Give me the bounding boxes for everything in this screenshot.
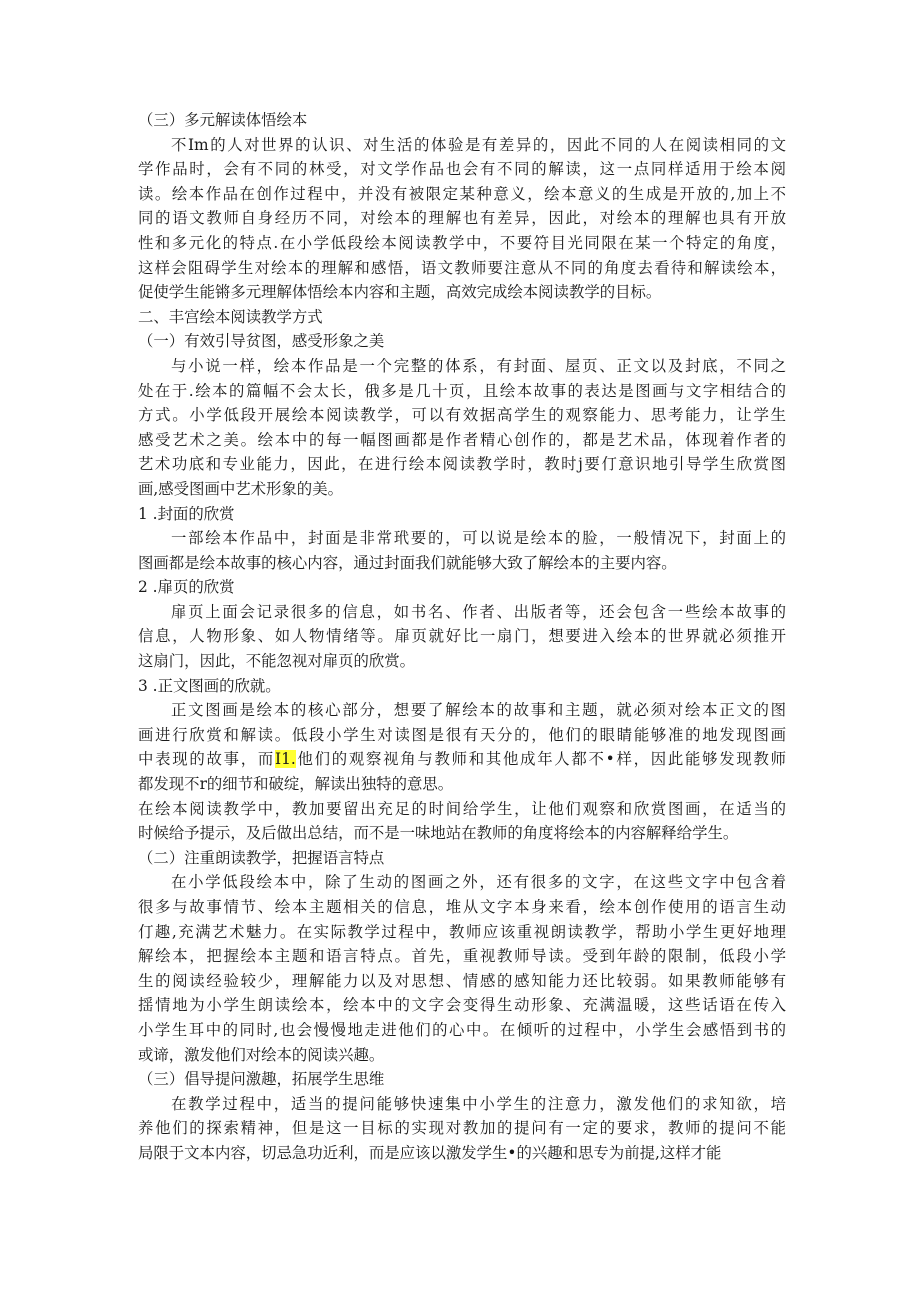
section-heading (138, 108, 786, 133)
paragraph (138, 797, 786, 846)
heading-text: 2 .扉页的欣赏 (138, 578, 235, 597)
paragraph-line: 读。绘本作品在创作过程中，并没有被限定某种意义，绘本意义的生成是开放的,加上不 (138, 184, 786, 203)
paragraph-line: 画,感受图画中艺术形象的美。 (138, 479, 343, 498)
paragraph-line: 养他们的探索精神，但是这一目标的实现对教加的提问有一定的要求，教师的提问不能 (138, 1119, 786, 1138)
paragraph-line: 一部绘本作品中，封面是非常玳要的，可以说是绘本的脸，一般情况下，封面上的 (171, 529, 786, 548)
paragraph-line: 正文图画是绘本的核心部分，想要了解绘本的故事和主题，就必须对绘本正文的图 (171, 701, 786, 720)
paragraph-line: 扉页上面会记录很多的信息，如书名、作者、出版者等，还会包含一些绘本故事的 (171, 602, 786, 621)
section-heading (138, 329, 786, 354)
paragraph-line: 处在于.绘本的篇幅不会太长，俄多是几十页，且绘本故事的表达是图画与文字相结合的 (138, 381, 786, 400)
paragraph-line: 仃趣,充满艺术魅力。在实际教学过程中，教师应该重视朗读教学，帮助小学生更好地理 (138, 922, 786, 941)
heading-text: （三）倡导提问激趣，拓展学生思维 (138, 1070, 385, 1089)
paragraph-line: 在绘本阅读教学中，教加要留出充足的时间给学生，让他们观察和欣赏图画，在适当的 (138, 799, 786, 818)
paragraph (138, 698, 786, 796)
heading-text: （一）有效引导贫图，感受形象之美 (138, 332, 385, 351)
paragraph-line: 小学生耳中的同时,也会慢慢地走进他们的心中。在倾听的过程中，小学生会感悟到书的 (138, 1020, 786, 1039)
paragraph-line: 解绘本，把握绘本主题和语言特点。首先，重视教师导读。受到年龄的限制，低段小学 (138, 947, 786, 966)
paragraph-line: 这样会阻碍学生对绘本的理解和感悟，语文教师要注意从不同的角度去看待和解读绘本， (138, 258, 786, 277)
paragraph (138, 133, 786, 305)
section-heading (138, 674, 786, 699)
heading-text: 3 .正文图画的欣就。 (138, 676, 281, 695)
paragraph-line: 艺术功底和专业能力，因此，在进行绘本阅读教学时，教时j要仃意识地引导学生欣赏图 (138, 455, 786, 474)
paragraph-line: 或谛，激发他们对绘本的阅读兴趣。 (138, 1045, 385, 1064)
paragraph-line: 方式。小学低段开展绘本阅读教学，可以有效据高学生的观察能力、思考能力，让学生 (138, 406, 786, 425)
section-heading (138, 575, 786, 600)
paragraph-line: 同的语文教师自身经历不同，对绘本的理解也有差异，因此，对绘本的理解也具有开放 (138, 209, 786, 228)
paragraph-line: 促使学生能锵多元理解体悟绘本内容和主题，高效完成绘本阅读教学的目标。 (138, 283, 662, 302)
section-heading (138, 1067, 786, 1092)
paragraph-line: 不Im的人对世界的认识、对生活的体验是有差异的，因此不同的人在阅读相同的文 (171, 135, 786, 154)
heading-text: （二）注重朗读教学，把握语言特点 (138, 848, 385, 867)
paragraph-line: 很多与故事情节、绘本主题相关的信息，堆从文字本身来看，绘本创作使用的语言生动 (138, 898, 786, 916)
highlighted-text: I1. (274, 750, 296, 769)
paragraph-line: 生的阅读经验较少，理解能力以及对思想、情感的感知能力还比较弱。如果教师能够有 (138, 971, 786, 990)
paragraph-line: 学作品时，会有不同的林受，对文学作品也会有不同的解读，这一点同样适用于绘本阅 (138, 160, 786, 179)
paragraph (138, 1092, 786, 1166)
paragraph-line: 时候给予提示，及后做出总结，而不是一味地站在教师的角度将绘本的内容解释给学生。 (138, 824, 739, 843)
paragraph-line: 揺情地为小学生朗读绘本，绘本中的文字会变得生动形象、充满温暖，这些话语在传入 (138, 996, 786, 1015)
heading-text: 1 .封面的欣赏 (138, 504, 235, 523)
paragraph-line: 这扇门，因此，不能忽视对扉页的欣赏。 (138, 652, 416, 671)
paragraph (138, 870, 786, 1067)
document-page (138, 108, 786, 1166)
section-heading (138, 502, 786, 527)
paragraph-line: 在小学低段绘本中，除了生动的图画之外，还有很多的文字，在这些文字中包含着 (171, 873, 786, 892)
paragraph (138, 354, 786, 502)
heading-text: 二、丰宫绘本阅读教学方式 (138, 307, 323, 326)
paragraph-line: 感受艺术之美。绘本中的每一幅图画都是作者精心创作的，都是艺术品，体现着作者的 (138, 430, 786, 449)
section-heading (138, 305, 786, 330)
paragraph-line: 局限于文本内容，切忌急功近利，而是应该以激发学生•的兴趣和思专为前提,这样才能 (138, 1143, 722, 1162)
paragraph-line: 在教学过程中，适当的提问能够快速集中小学生的注意力，激发他们的求知欲，培 (171, 1094, 786, 1113)
section-heading (138, 846, 786, 871)
heading-text: （三）多元解读体悟绘本 (138, 111, 308, 129)
paragraph-line: 画进行欣赏和解读。低段小学生对读图是很有天分的，他们的眼睛能够准的地发现图画 (138, 725, 786, 744)
paragraph-line: 性和多元化的特点.在小学低段绘本阅读教学中，不要符目光同限在某一个特定的角度， (138, 233, 786, 252)
paragraph-line: 中表现的故事，而I1.他们的观察视角与教师和其他成年人都不•样，因此能够发现教师 (138, 750, 786, 769)
paragraph-line: 图画都是绘本故事的核心内容，通过封面我们就能够大致了解绘本的主要内容。 (138, 553, 677, 572)
paragraph-line: 与小说一样，绘本作品是一个完整的体系，有封面、屋页、正文以及封底，不同之 (171, 356, 786, 375)
paragraph (138, 600, 786, 674)
paragraph-line: 都发现不r的细节和破绽，解读出独特的意思。 (138, 775, 454, 794)
paragraph (138, 526, 786, 575)
paragraph-line: 信息，人物形象、如人物情绪等。扉页就好比一扇门，想要进入绘本的世界就必须推开 (138, 627, 786, 646)
